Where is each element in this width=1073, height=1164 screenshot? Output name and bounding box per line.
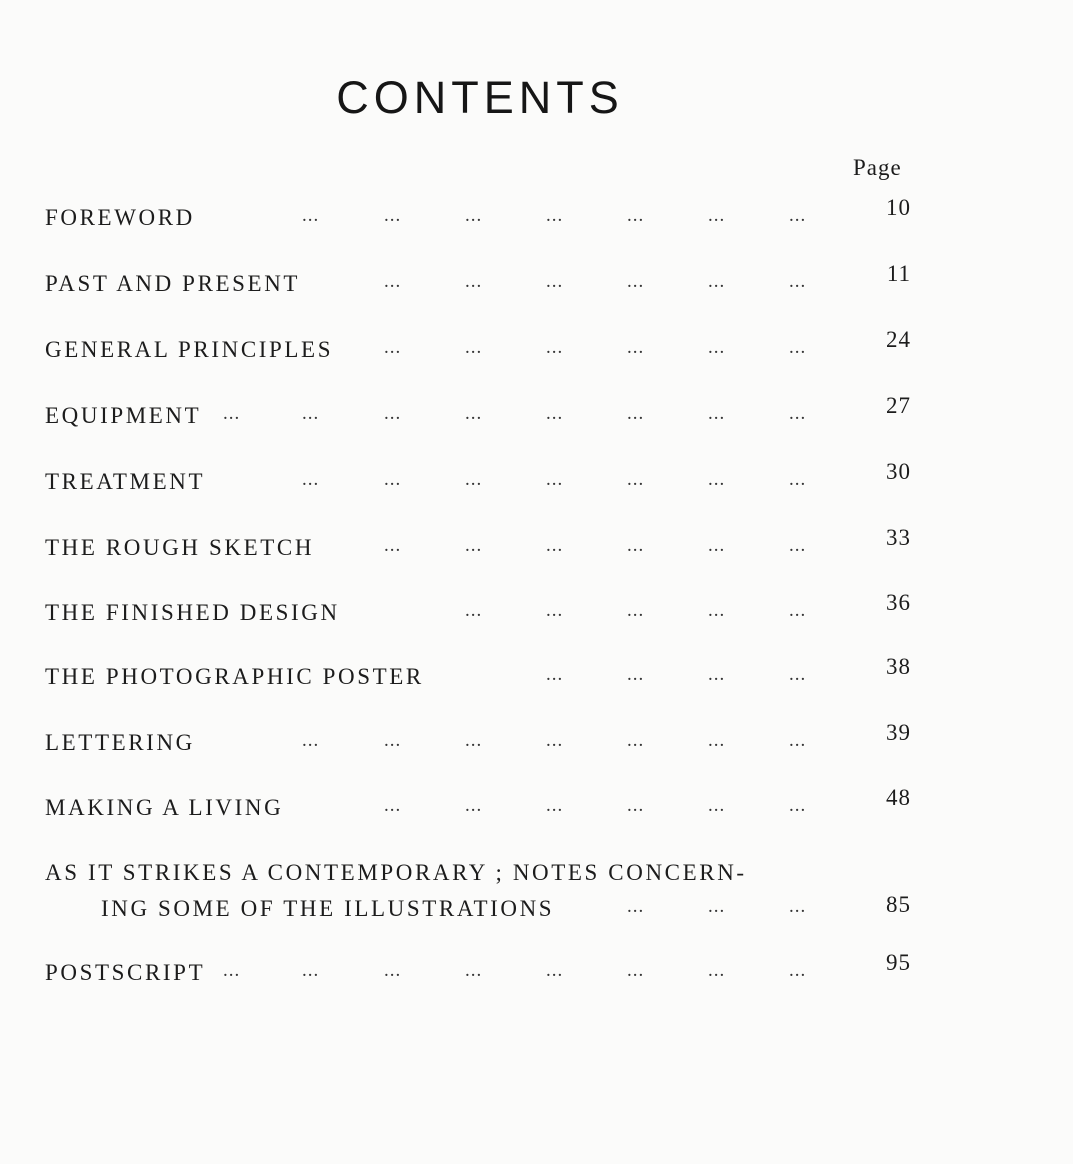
dot-leader: ... [546, 730, 564, 751]
dot-leader: ... [384, 337, 402, 358]
dot-leader: ... [708, 896, 726, 917]
dot-leader: ... [627, 205, 645, 226]
toc-entry [45, 525, 915, 575]
dot-leader: ... [465, 205, 483, 226]
dot-leader: ... [627, 730, 645, 751]
toc-entry-title: POSTSCRIPT [45, 960, 206, 985]
dot-leader: ... [465, 469, 483, 490]
dot-leader: ... [627, 795, 645, 816]
dot-leader: ... [302, 403, 320, 424]
dot-leader: ... [627, 664, 645, 685]
toc-entry [45, 459, 915, 509]
dot-leader: ... [302, 205, 320, 226]
toc-entry-title: LETTERING [45, 730, 195, 755]
dot-leader: ... [465, 535, 483, 556]
toc-entry-title: PAST AND PRESENT [45, 271, 301, 296]
dot-leader: ... [384, 205, 402, 226]
toc-entry [45, 950, 915, 1000]
dot-leader: ... [708, 730, 726, 751]
dot-leader: ... [223, 403, 241, 424]
dot-leader: ... [546, 664, 564, 685]
dot-leader: ... [627, 535, 645, 556]
toc-entry [45, 860, 915, 940]
dot-leader: ... [627, 469, 645, 490]
dot-leader: ... [546, 271, 564, 292]
dot-leader: ... [546, 960, 564, 981]
dot-leader: ... [627, 960, 645, 981]
dot-leader: ... [708, 600, 726, 621]
dot-leader: ... [708, 535, 726, 556]
page-title: CONTENTS [336, 72, 624, 123]
toc-page-number: 27 [886, 393, 911, 418]
dot-leader: ... [708, 403, 726, 424]
dot-leader: ... [789, 730, 807, 751]
dot-leader: ... [627, 271, 645, 292]
dot-leader: ... [708, 469, 726, 490]
dot-leader: ... [302, 469, 320, 490]
toc-entry-title: TREATMENT [45, 469, 206, 494]
dot-leader: ... [384, 403, 402, 424]
dot-leader: ... [708, 271, 726, 292]
dot-leader: ... [789, 960, 807, 981]
page-column-heading: Page [853, 155, 902, 180]
toc-page-number: 30 [886, 459, 911, 484]
dot-leader: ... [789, 403, 807, 424]
dot-leader: ... [465, 795, 483, 816]
toc-entry-title: MAKING A LIVING [45, 795, 284, 820]
toc-entry [45, 654, 915, 704]
dot-leader: ... [465, 600, 483, 621]
dot-leader: ... [384, 469, 402, 490]
dot-leader: ... [223, 960, 241, 981]
dot-leader: ... [546, 205, 564, 226]
dot-leader: ... [789, 664, 807, 685]
dot-leader: ... [789, 535, 807, 556]
dot-leader: ... [627, 337, 645, 358]
dot-leader: ... [465, 337, 483, 358]
dot-leader: ... [708, 795, 726, 816]
dot-leader: ... [546, 469, 564, 490]
dot-leader: ... [465, 271, 483, 292]
dot-leader: ... [546, 403, 564, 424]
toc-entry [45, 720, 915, 770]
toc-entry [45, 195, 915, 245]
toc-page-number: 38 [886, 654, 911, 679]
toc-entry [45, 590, 915, 640]
dot-leader: ... [789, 271, 807, 292]
toc-entry-title: AS IT STRIKES A CONTEMPORARY ; NOTES CONCERN- [45, 860, 747, 885]
toc-entry [45, 261, 915, 311]
toc-page-number: 48 [886, 785, 911, 810]
dot-leader: ... [627, 403, 645, 424]
dot-leader: ... [789, 337, 807, 358]
toc-entry-title: THE PHOTOGRAPHIC POSTER [45, 664, 424, 689]
dot-leader: ... [789, 600, 807, 621]
toc-entry-title: THE ROUGH SKETCH [45, 535, 315, 560]
toc-entry [45, 785, 915, 835]
toc-page-number: 33 [886, 525, 911, 550]
toc-entry-title: THE FINISHED DESIGN [45, 600, 340, 625]
dot-leader: ... [384, 960, 402, 981]
dot-leader: ... [708, 337, 726, 358]
dot-leader: ... [789, 469, 807, 490]
dot-leader: ... [708, 960, 726, 981]
toc-entry-title: FOREWORD [45, 205, 195, 230]
toc-page-number: 10 [886, 195, 911, 220]
dot-leader: ... [465, 960, 483, 981]
toc-page-number: 24 [886, 327, 911, 352]
dot-leader: ... [627, 600, 645, 621]
toc-entry-title: GENERAL PRINCIPLES [45, 337, 334, 362]
dot-leader: ... [465, 730, 483, 751]
dot-leader: ... [546, 600, 564, 621]
toc-entry-title: EQUIPMENT [45, 403, 202, 428]
dot-leader: ... [546, 535, 564, 556]
toc-entry-title-continued: ING SOME OF THE ILLUSTRATIONS [101, 896, 555, 921]
dot-leader: ... [627, 896, 645, 917]
dot-leader: ... [384, 271, 402, 292]
toc-page-number: 85 [886, 892, 911, 917]
toc-entry [45, 327, 915, 377]
dot-leader: ... [384, 535, 402, 556]
toc-page-number: 11 [886, 261, 911, 286]
toc-entry [45, 393, 915, 443]
dot-leader: ... [789, 896, 807, 917]
dot-leader: ... [302, 730, 320, 751]
toc-page-number: 39 [886, 720, 911, 745]
dot-leader: ... [384, 730, 402, 751]
dot-leader: ... [384, 795, 402, 816]
toc-page-number: 95 [886, 950, 911, 975]
dot-leader: ... [708, 205, 726, 226]
dot-leader: ... [789, 205, 807, 226]
dot-leader: ... [708, 664, 726, 685]
toc-page-number: 36 [886, 590, 911, 615]
dot-leader: ... [546, 337, 564, 358]
dot-leader: ... [465, 403, 483, 424]
dot-leader: ... [789, 795, 807, 816]
dot-leader: ... [302, 960, 320, 981]
dot-leader: ... [546, 795, 564, 816]
